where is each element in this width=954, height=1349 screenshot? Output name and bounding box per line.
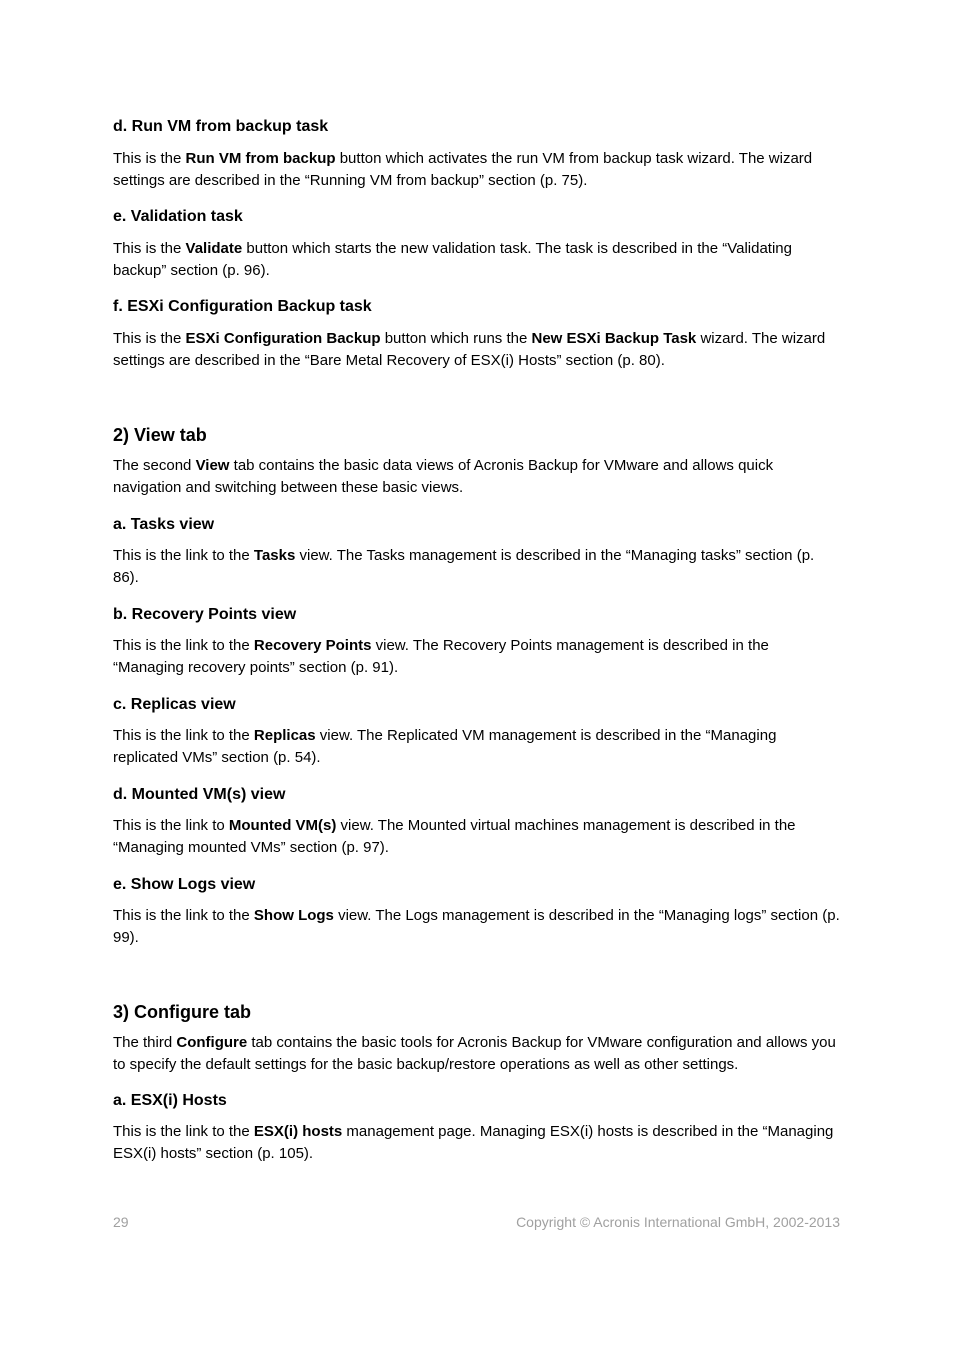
text-run: This is the link to the [113,727,254,744]
heading-run-vm-task: d. Run VM from backup task [113,118,329,135]
paragraph-validation-task [113,238,843,282]
text-run: view. The Tasks management is described in the “Managing tasks” section (p. 86). [113,547,815,586]
text-run: This is the link to the [113,907,254,924]
text-run: view. The Recovery Points management is described in the “Managing recovery points” section (p. 91). [113,637,769,676]
text-run: This is the [113,240,186,257]
bold-term: New ESXi Backup Task [531,330,697,347]
text-run: This is the link to the [113,547,254,564]
bold-term: Configure [176,1034,248,1051]
bold-term: View [195,457,230,474]
text-run: button which starts the new validation task. The task is described in the “Validating backup” section (p. 96). [113,240,792,279]
heading-view-tab: 2) View tab [113,425,207,445]
bold-term: Validate [185,240,243,257]
text-run: This is the [113,330,186,347]
text-run: view. The Replicated VM management is described in the “Managing replicated VMs” section (p. 54). [113,727,777,766]
heading-mounted-vms-view: d. Mounted VM(s) view [113,786,286,803]
bold-term: Tasks [253,547,296,564]
bold-term: Show Logs [253,907,334,924]
bold-term: Replicas [253,727,316,744]
paragraph-mounted-vms-view [113,815,843,859]
text-run: The third [113,1034,177,1051]
text-run: tab contains the basic data views of Acronis Backup for VMware and allows quick navigation and switching between these basic views. [113,457,774,496]
paragraph-esxi-backup-task [113,328,843,372]
paragraph-view-tab [113,455,843,499]
heading-esxi-backup-task: f. ESXi Configuration Backup task [113,298,372,315]
paragraph-recovery-points-view [113,635,843,679]
bold-term: Mounted VM(s) [228,817,337,834]
text-run: The second [113,457,196,474]
text-run: view. The Mounted virtual machines management is described in the “Managing mounted VMs” section (p. 97). [113,817,796,856]
paragraph-esx-hosts [113,1121,843,1165]
text-run: This is the link to the [113,637,254,654]
copyright-notice: Copyright © Acronis International GmbH, 2002-2013 [516,1214,840,1230]
heading-recovery-points-view: b. Recovery Points view [113,606,297,623]
bold-term: ESXi Configuration Backup [185,330,381,347]
text-run: view. The Logs management is described in the “Managing logs” section (p. 99). [113,907,840,946]
document-page [113,113,843,1165]
heading-validation-task: e. Validation task [113,208,243,225]
paragraph-run-vm-task [113,148,843,192]
heading-show-logs-view: e. Show Logs view [113,876,256,893]
bold-term: Run VM from backup [185,150,336,167]
paragraph-configure-tab [113,1032,843,1076]
text-run: This is the link to [113,817,229,834]
text-run: management page. Managing ESX(i) hosts is described in the “Managing ESX(i) hosts” section (p. 105). [113,1123,834,1162]
paragraph-tasks-view [113,545,843,589]
text-run: button which activates the run VM from backup task wizard. The wizard settings are described in the “Running VM from backup” section (p. 75). [113,150,813,189]
text-run: wizard. The wizard settings are described in the “Bare Metal Recovery of ESX(i) Hosts” section (p. 80). [113,330,826,369]
text-run: This is the link to the [113,1123,254,1140]
heading-configure-tab: 3) Configure tab [113,1002,251,1022]
text-run: tab contains the basic tools for Acronis Backup for VMware configuration and allows you to specify the default settings for the basic backup/restore operations as well as other settings. [113,1034,836,1073]
bold-term: Recovery Points [253,637,372,654]
heading-replicas-view: c. Replicas view [113,696,236,713]
text-run: This is the [113,150,186,167]
paragraph-replicas-view [113,725,843,769]
page-number: 29 [113,1214,129,1230]
bold-term: ESX(i) hosts [253,1123,343,1140]
text-run: button which runs the [380,330,532,347]
heading-esx-hosts: a. ESX(i) Hosts [113,1092,227,1109]
heading-tasks-view: a. Tasks view [113,516,215,533]
paragraph-show-logs-view [113,905,843,949]
